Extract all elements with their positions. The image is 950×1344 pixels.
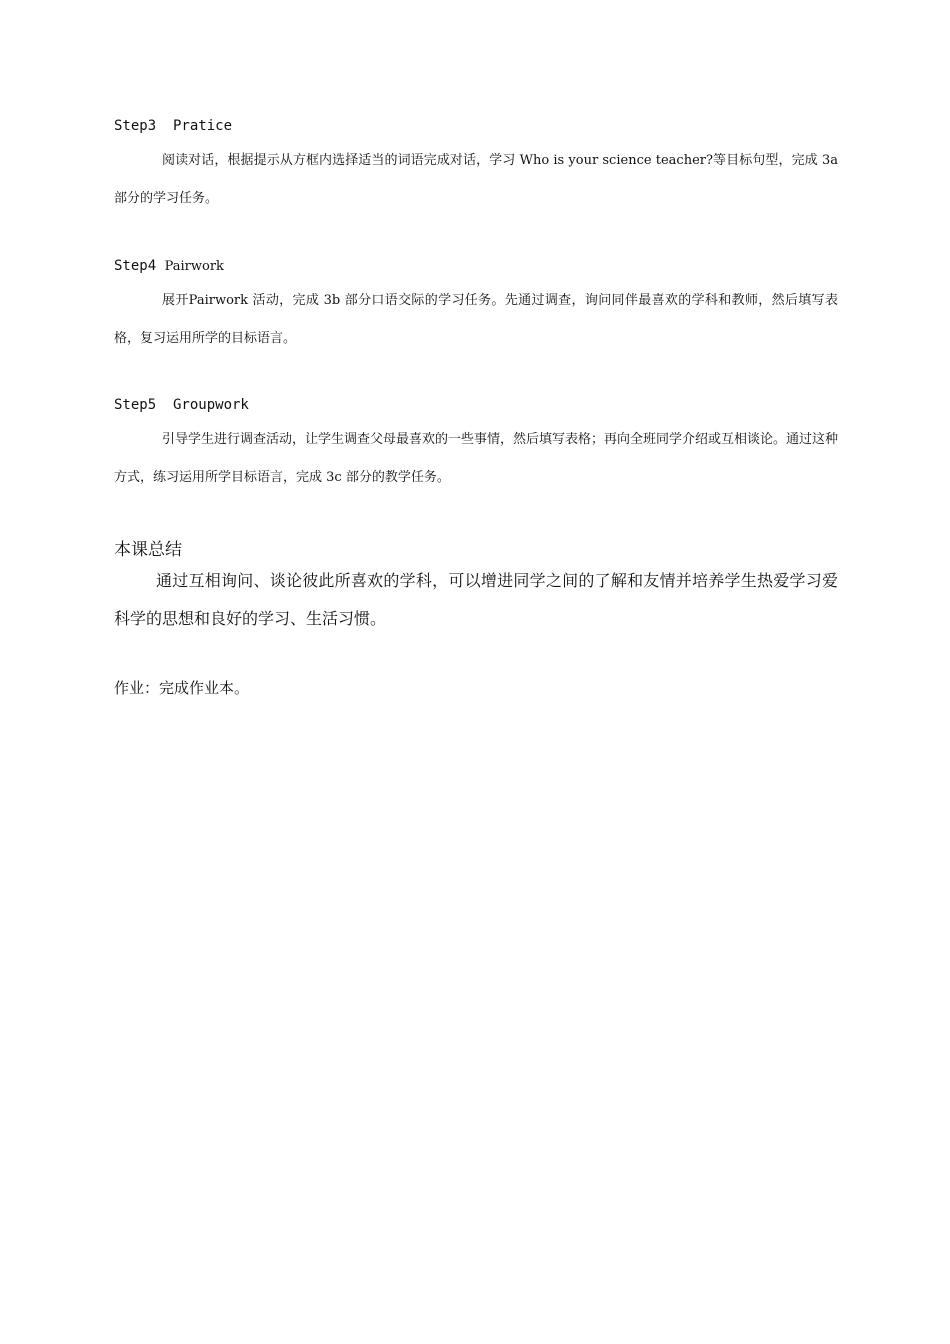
step4-title: Pairwork bbox=[164, 259, 224, 274]
summary-paragraph: 通过互相询问、谈论彼此所喜欢的学科，可以增进同学之间的了解和友情并培养学生热爱学习爱科学的思想和良好的学习、生活习惯。 bbox=[114, 571, 838, 628]
summary-title: 本课总结 bbox=[114, 540, 182, 560]
step4-label: Step4 bbox=[114, 258, 157, 274]
step3-paragraph: 阅读对话，根据提示从方框内选择适当的词语完成对话，学习 Who is your science teacher?等目标句型，完成 3a 部分的学习任务。 bbox=[114, 153, 838, 206]
step3-heading: Step3 Pratice bbox=[114, 118, 233, 134]
step4-paragraph: 展开Pairwork 活动，完成 3b 部分口语交际的学习任务。先通过调查，询问同伴最喜欢的学科和教师，然后填写表格，复习运用所学的目标语言。 bbox=[114, 293, 838, 346]
step5-paragraph: 引导学生进行调查活动，让学生调查父母最喜欢的一些事情，然后填写表格；再向全班同学介绍或互相谈论。通过这种方式，练习运用所学目标语言，完成 3c 部分的教学任务。 bbox=[114, 432, 839, 485]
homework-line: 作业：完成作业本。 bbox=[114, 679, 250, 697]
step4-heading bbox=[114, 258, 224, 274]
step5-heading: Step5 Groupwork bbox=[114, 397, 249, 413]
